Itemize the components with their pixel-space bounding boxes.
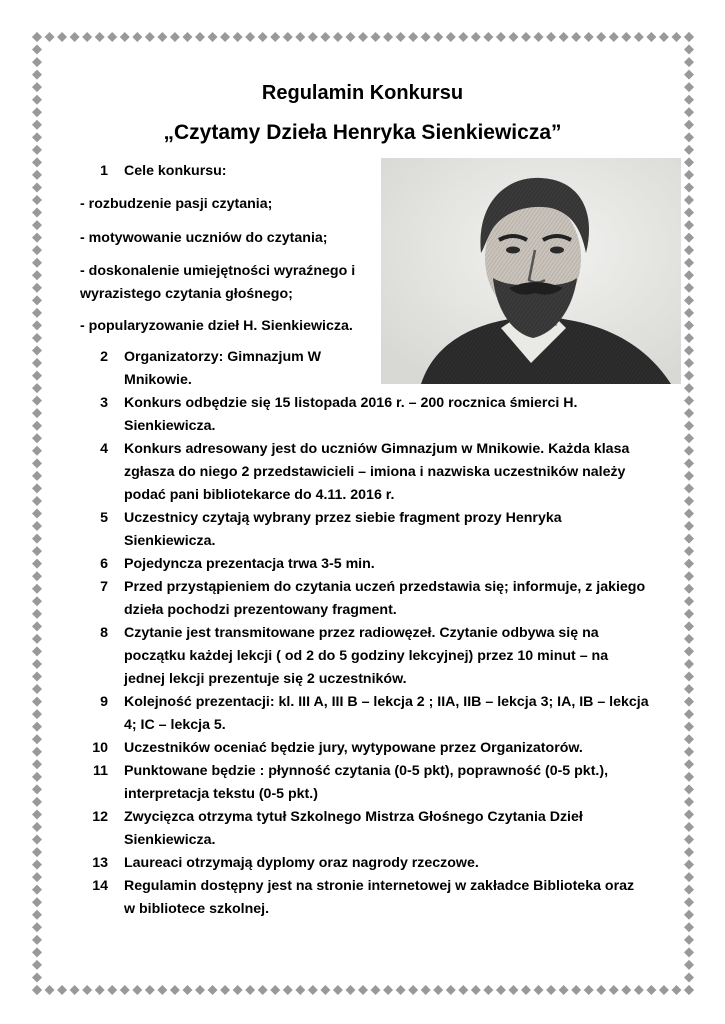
item-text: Konkurs adresowany jest do uczniów Gimnazjum w Mnikowie. Każda klasa xyxy=(124,441,630,457)
item-text: Zwycięzca otrzyma tytuł Szkolnego Mistrza Głośnego Czytania Dzieł xyxy=(124,809,583,825)
item-text: Sienkiewicza. xyxy=(124,832,216,848)
item-text: Mnikowie. xyxy=(124,372,192,388)
item-text: Konkurs odbędzie się 15 listopada 2016 r. – 200 rocznica śmierci H. xyxy=(124,395,578,411)
item-number: 6 xyxy=(100,556,108,572)
item-text: podać pani bibliotekarce do 4.11. 2016 r. xyxy=(124,487,395,503)
item-text: Cele konkursu: xyxy=(124,163,227,179)
item-number: 4 xyxy=(100,441,108,457)
page-title: Regulamin Konkursu xyxy=(261,82,464,104)
goal-item: - popularyzowanie dzieł H. Sienkiewicza. xyxy=(80,318,353,334)
item-text: w bibliotece szkolnej. xyxy=(124,901,270,917)
item-text: początku każdej lekcji ( od 2 do 5 godziny lekcyjnej) przez 10 minut – na xyxy=(124,648,609,664)
item-text: Czytanie jest transmitowane przez radiowęzeł. Czytanie odbywa się na xyxy=(124,625,599,641)
goal-item: wyrazistego czytania głośnego; xyxy=(80,286,293,302)
goal-item: - doskonalenie umiejętności wyraźnego i xyxy=(80,263,356,279)
item-text: Kolejność prezentacji: kl. III A, III B – lekcja 2 ; IIA, IIB – lekcja 3; IA, IB – lekcja xyxy=(124,694,649,710)
item-number: 12 xyxy=(92,809,108,825)
item-text: Pojedyncza prezentacja trwa 3-5 min. xyxy=(124,556,375,572)
goal-item: - rozbudzenie pasji czytania; xyxy=(80,196,273,212)
item-number: 14 xyxy=(92,878,108,894)
item-text: Przed przystąpieniem do czytania uczeń przedstawia się; informuje, z jakiego xyxy=(124,579,646,595)
item-text: Organizatorzy: Gimnazjum W xyxy=(124,349,322,365)
item-text: Laureaci otrzymają dyplomy oraz nagrody rzeczowe. xyxy=(124,855,479,871)
item-text: Punktowane będzie : płynność czytania (0-5 pkt), poprawność (0-5 pkt.), xyxy=(124,763,609,779)
item-text: zgłasza do niego 2 przedstawicieli – imiona i nazwiska uczestników należy xyxy=(124,464,626,480)
item-text: interpretacja tekstu (0-5 pkt.) xyxy=(124,786,318,802)
goal-item: - motywowanie uczniów do czytania; xyxy=(80,230,328,246)
item-text: Regulamin dostępny jest na stronie internetowej w zakładce Biblioteka oraz xyxy=(124,878,635,894)
item-text: Sienkiewicza. xyxy=(124,418,216,434)
item-text: jednej lekcji prezentuje się 2 uczestników. xyxy=(124,671,407,687)
item-number: 1 xyxy=(100,163,108,179)
item-text: Uczestnicy czytają wybrany przez siebie fragment prozy Henryka xyxy=(124,510,562,526)
item-text: Sienkiewicza. xyxy=(124,533,216,549)
item-number: 9 xyxy=(100,694,108,710)
item-number: 2 xyxy=(100,349,108,365)
item-number: 11 xyxy=(93,763,108,779)
item-text: 4; IC – lekcja 5. xyxy=(124,717,226,733)
item-text: dzieła pochodzi prezentowany fragment. xyxy=(124,602,397,618)
item-number: 10 xyxy=(92,740,108,756)
item-text: Uczestników oceniać będzie jury, wytypowane przez Organizatorów. xyxy=(124,740,583,756)
item-number: 3 xyxy=(100,395,108,411)
item-number: 13 xyxy=(92,855,108,871)
item-number: 7 xyxy=(100,579,108,595)
item-number: 5 xyxy=(100,510,108,526)
page-subtitle: „Czytamy Dzieła Henryka Sienkiewicza” xyxy=(163,121,562,144)
portrait-image-icon xyxy=(381,158,681,384)
item-number: 8 xyxy=(100,625,108,641)
